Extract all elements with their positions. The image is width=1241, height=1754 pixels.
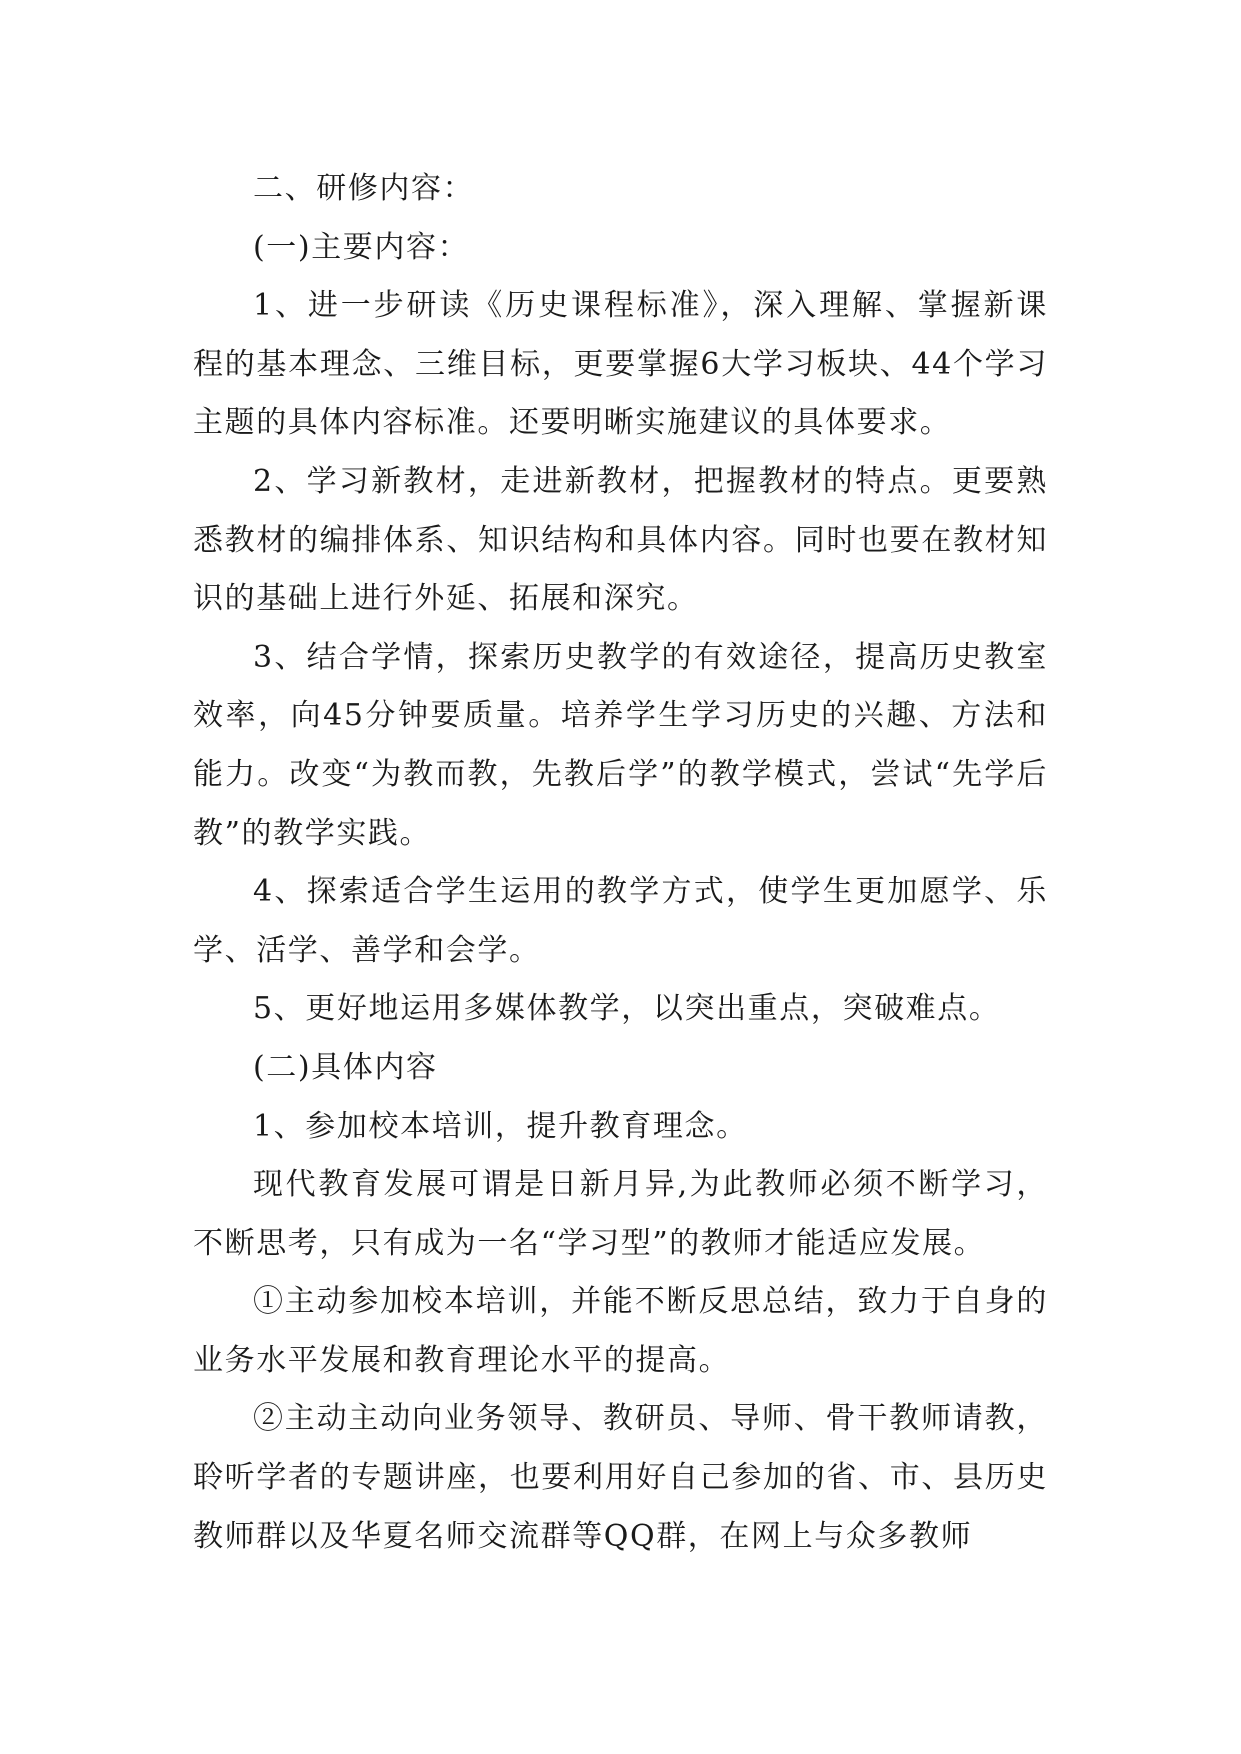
paragraph: 2、学习新教材，走进新教材，把握教材的特点。更要熟悉教材的编排体系、知识结构和具体内容。同时也要在教材知识的基础上进行外延、拓展和深究。 [193,463,1048,617]
paragraph: ①主动参加校本培训，并能不断反思总结，致力于自身的业务水平发展和教育理论水平的提高。 [193,1284,1048,1378]
subsection-heading: (二)具体内容 [253,1049,438,1085]
paragraph: 5、更好地运用多媒体教学，以突出重点，突破难点。 [253,991,1001,1027]
paragraph: 3、结合学情，探索历史教学的有效途径，提高历史教室效率，向45分钟要质量。培养学生学习历史的兴趣、方法和能力。改变“为教而教，先教后学”的教学模式，尝试“先学后教”的教学实践。 [193,639,1048,851]
document-body [193,160,1048,1566]
section-heading: 二、研修内容： [253,171,475,206]
paragraph: ②主动主动向业务领导、教研员、导师、骨干教师请教，聆听学者的专题讲座，也要利用好自己参加的省、市、县历史教师群以及华夏名师交流群等QQ群，在网上与众多教师 [193,1401,1048,1554]
paragraph: 现代教育发展可谓是日新月异,为此教师必须不断学习，不断思考，只有成为一名“学习型”的教师才能适应发展。 [193,1167,1048,1261]
paragraph: 4、探索适合学生运用的教学方式，使学生更加愿学、乐学、活学、善学和会学。 [193,874,1048,968]
subsection-heading: (一)主要内容： [253,229,470,265]
paragraph: 1、参加校本培训，提升教育理念。 [253,1108,748,1144]
paragraph: 1、进一步研读《历史课程标准》，深入理解、掌握新课程的基本理念、三维目标，更要掌握6大学习板块、44个学习主题的具体内容标准。还要明晰实施建议的具体要求。 [193,288,1048,441]
